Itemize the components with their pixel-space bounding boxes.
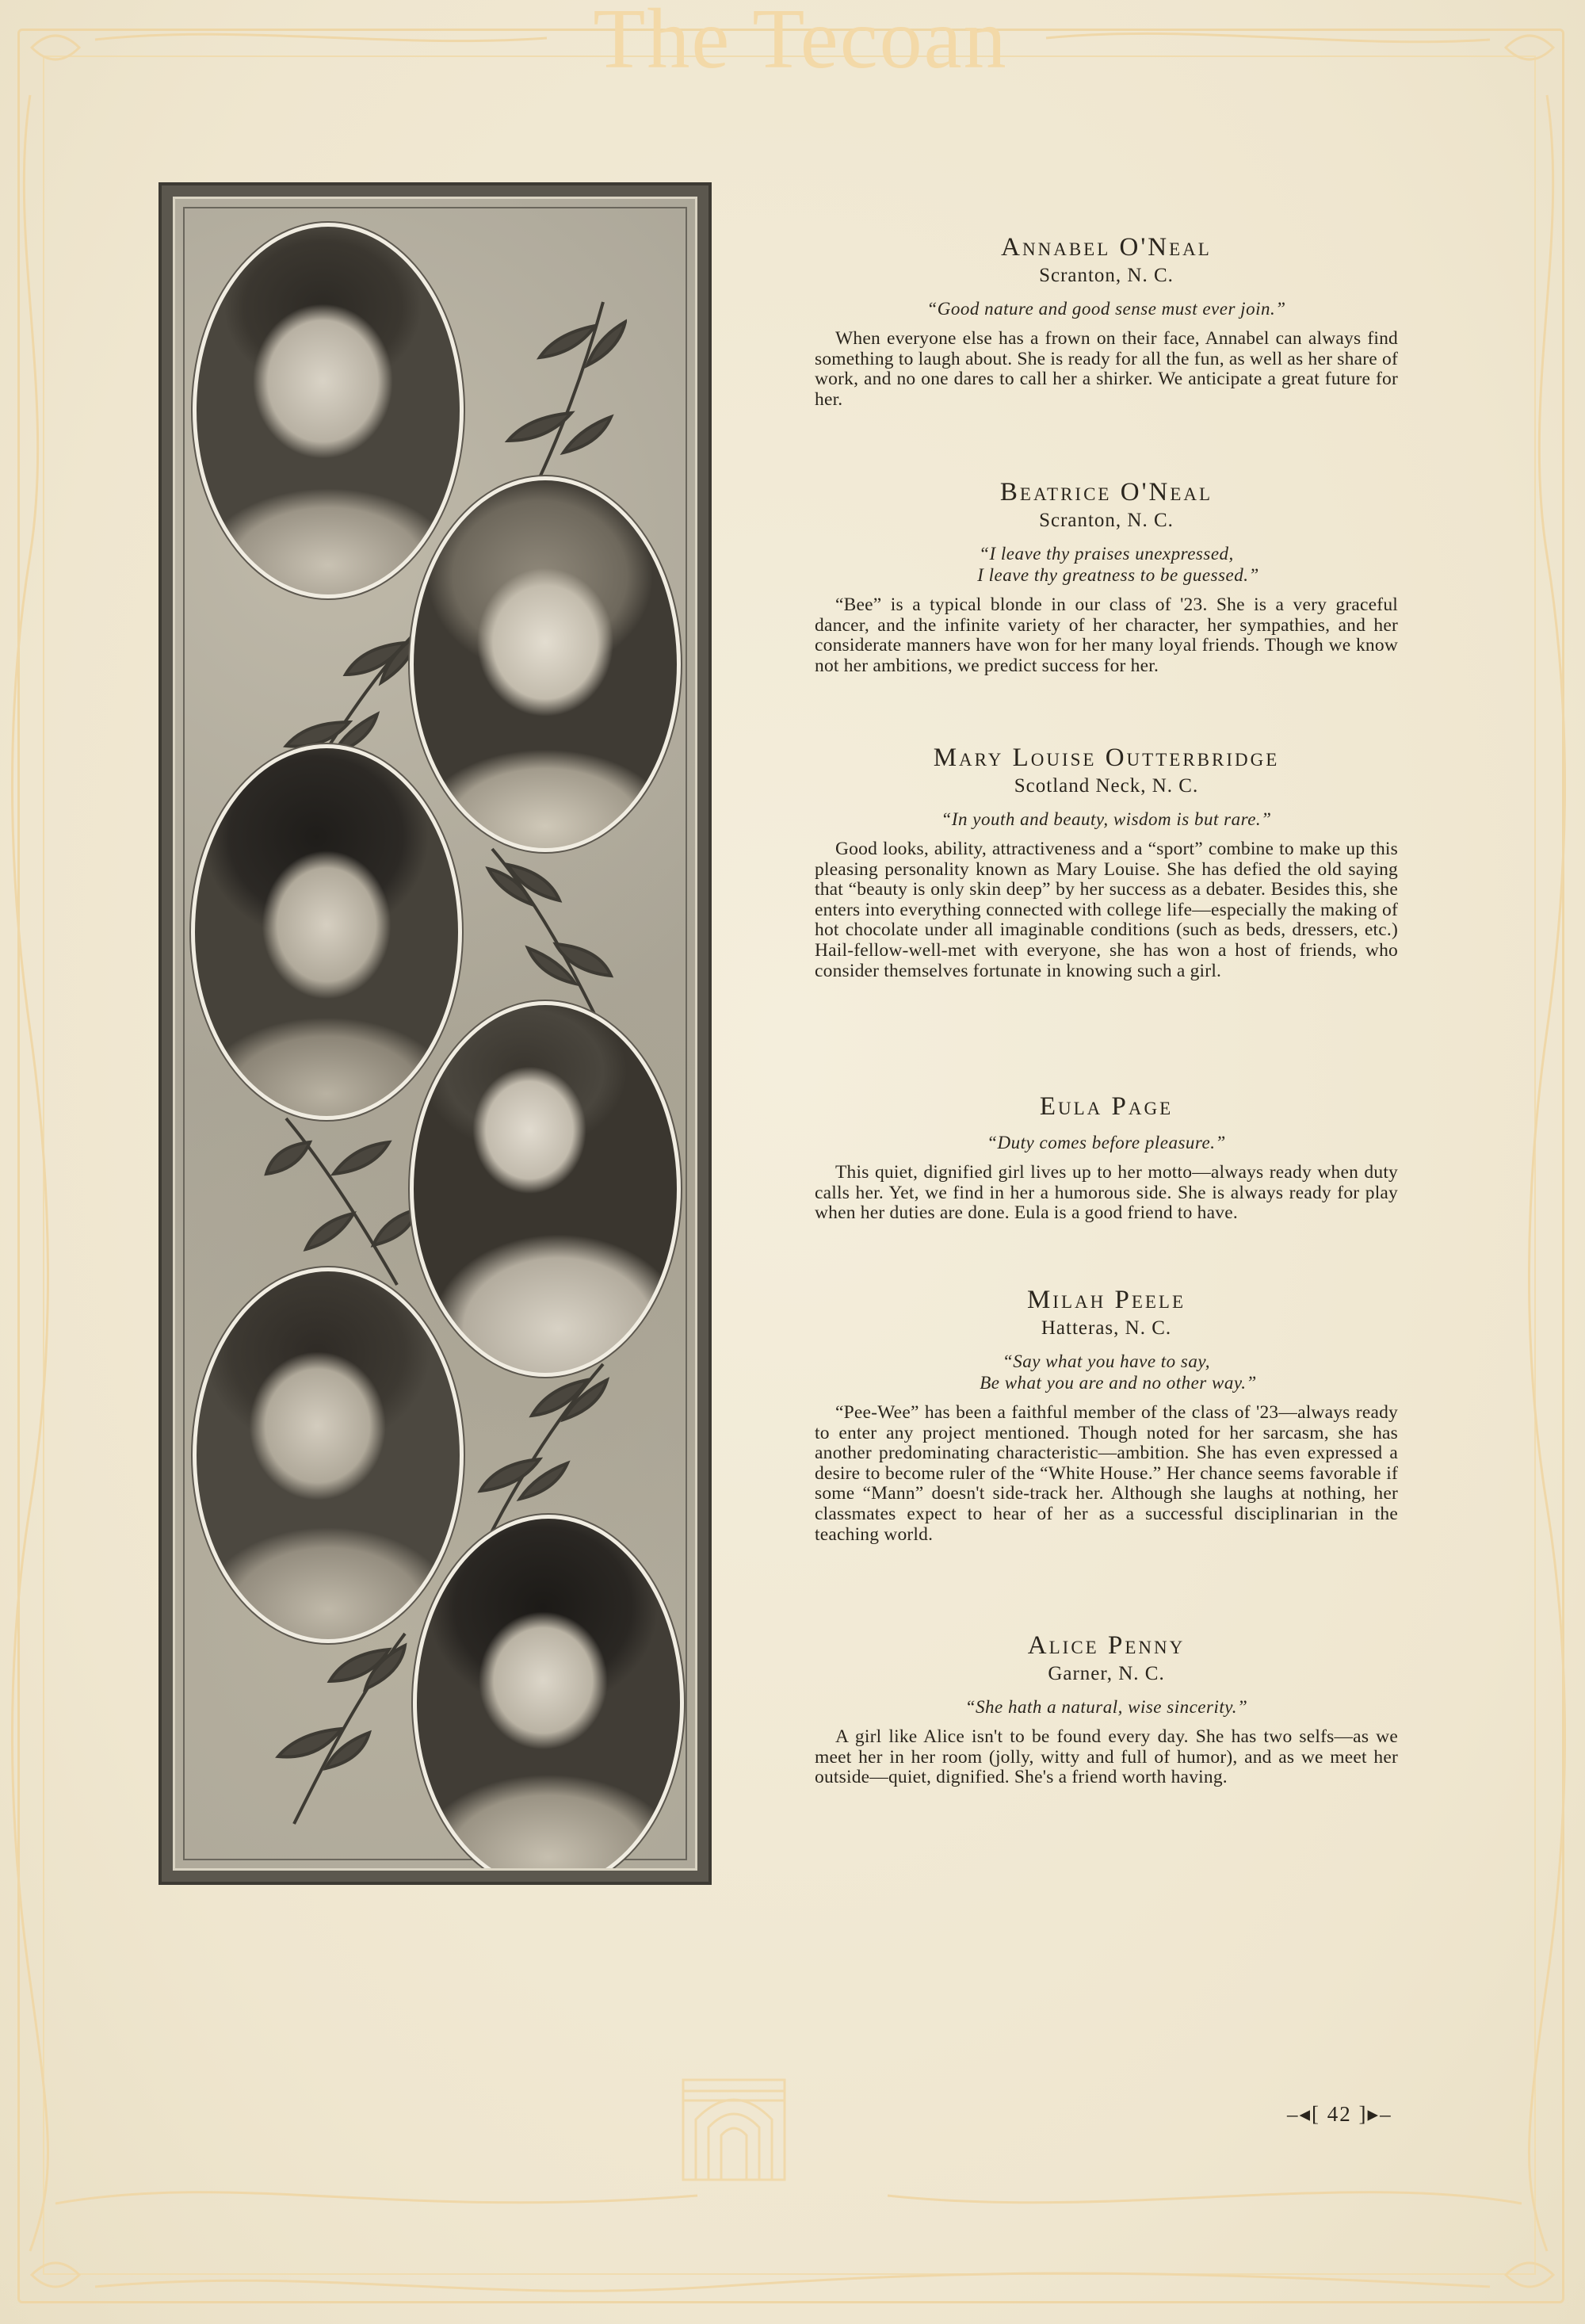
student-quote-line-1: “Say what you have to say, — [1002, 1351, 1211, 1371]
portrait-mary-louise-outterbridge — [191, 744, 462, 1120]
student-quote: “Good nature and good sense must ever join.” — [926, 299, 1286, 319]
student-name: Beatrice O'Neal — [999, 478, 1213, 506]
student-bio: “Pee-Wee” has been a faithful member of the class of '23—always ready to enter any project mentioned. Though noted for her sarcasm, she has another predominating characteristic—ambition. She has even expressed a desire to become ruler of the “White House.” Her chance seems favorable if some “Mann” doesn't side-track her. Although she laughs at nothing, her classmates expect to hear of her as a successful disciplinarian in the teaching world. — [815, 1402, 1398, 1545]
student-quote: “Duty comes before pleasure.” — [987, 1133, 1226, 1152]
student-hometown: Scranton, N. C. — [1039, 510, 1174, 531]
portrait-annabel-oneal — [193, 223, 464, 598]
bio-beatrice-oneal — [815, 476, 1398, 676]
student-name: Annabel O'Neal — [1001, 233, 1212, 262]
student-name: Mary Louise Outterbridge — [933, 743, 1280, 772]
student-quote-line-2: I leave thy greatness to be guessed.” — [977, 565, 1259, 585]
portrait-alice-penny — [413, 1515, 684, 1871]
bio-milah-peele — [815, 1284, 1398, 1545]
portrait-eula-page — [410, 1001, 681, 1377]
student-quote: “In youth and beauty, wisdom is but rare.” — [941, 809, 1272, 829]
bio-annabel-oneal — [815, 231, 1398, 410]
masthead-title: The Tecoan — [593, 0, 1008, 86]
student-name: Alice Penny — [1027, 1631, 1186, 1660]
bio-mary-louise-outterbridge — [815, 742, 1398, 981]
portrait-milah-peele — [193, 1267, 464, 1643]
leaf-spray-icon — [262, 1103, 421, 1293]
bio-alice-penny — [815, 1630, 1398, 1788]
page-number: ‒◂[ 42 ]▸‒ — [1287, 2102, 1392, 2126]
student-bio: A girl like Alice isn't to be found every day. She has two selfs—as we meet her in her room (jolly, witty and full of humor), and as we meet her outside—quiet, dignified. She's a friend worth having. — [815, 1726, 1398, 1788]
student-bio: When everyone else has a frown on their face, Annabel can always find something to laugh about. She is ready for all the fun, as well as her share of work, and no one dares to call her a shirker. We anticipate a great future for her. — [815, 328, 1398, 410]
student-hometown: Hatteras, N. C. — [1041, 1317, 1172, 1339]
bio-eula-page — [815, 1091, 1398, 1224]
student-name: Milah Peele — [1026, 1286, 1186, 1314]
portrait-panel — [158, 182, 712, 1885]
student-quote-line-2: Be what you are and no other way.” — [980, 1373, 1257, 1393]
student-hometown: Scotland Neck, N. C. — [1014, 775, 1199, 797]
leaf-spray-icon — [262, 1618, 421, 1832]
doorway-emblem-icon — [680, 2072, 788, 2183]
portrait-beatrice-oneal — [410, 476, 681, 852]
student-quote-line-1: “I leave thy praises unexpressed, — [979, 544, 1234, 564]
student-bio: This quiet, dignified girl lives up to her motto—always ready when duty calls her. Yet, we find in her a humorous side. She is always ready for play when her duties are done. Eula is a good friend to have. — [815, 1162, 1398, 1224]
student-bio: “Bee” is a typical blonde in our class of '23. She is a very graceful dancer, and the infinite variety of her character, her sympathies, and her considerate manners have won for her many loyal friends. Though we know not her ambitions, we predict success for her. — [815, 594, 1398, 676]
student-name: Eula Page — [1039, 1092, 1174, 1121]
student-hometown: Scranton, N. C. — [1039, 265, 1174, 286]
student-bio: Good looks, ability, attractiveness and a “sport” combine to make up this pleasing personality known as Mary Louise. She has defied the old saying that “beauty is only skin deep” by her success as a debater. Besides this, she enters into everything connected with college life—especially the making of hot chocolate under all imaginable conditions (such as beds, dressers, etc.) Hail-fellow-well-met with everyone, she has won a host of friends, who consider themselves fortunate in knowing such a girl. — [815, 839, 1398, 981]
student-hometown: Garner, N. C. — [1048, 1663, 1165, 1684]
portrait-panel-inner — [173, 197, 697, 1871]
student-quote: “She hath a natural, wise sincerity.” — [964, 1697, 1248, 1717]
